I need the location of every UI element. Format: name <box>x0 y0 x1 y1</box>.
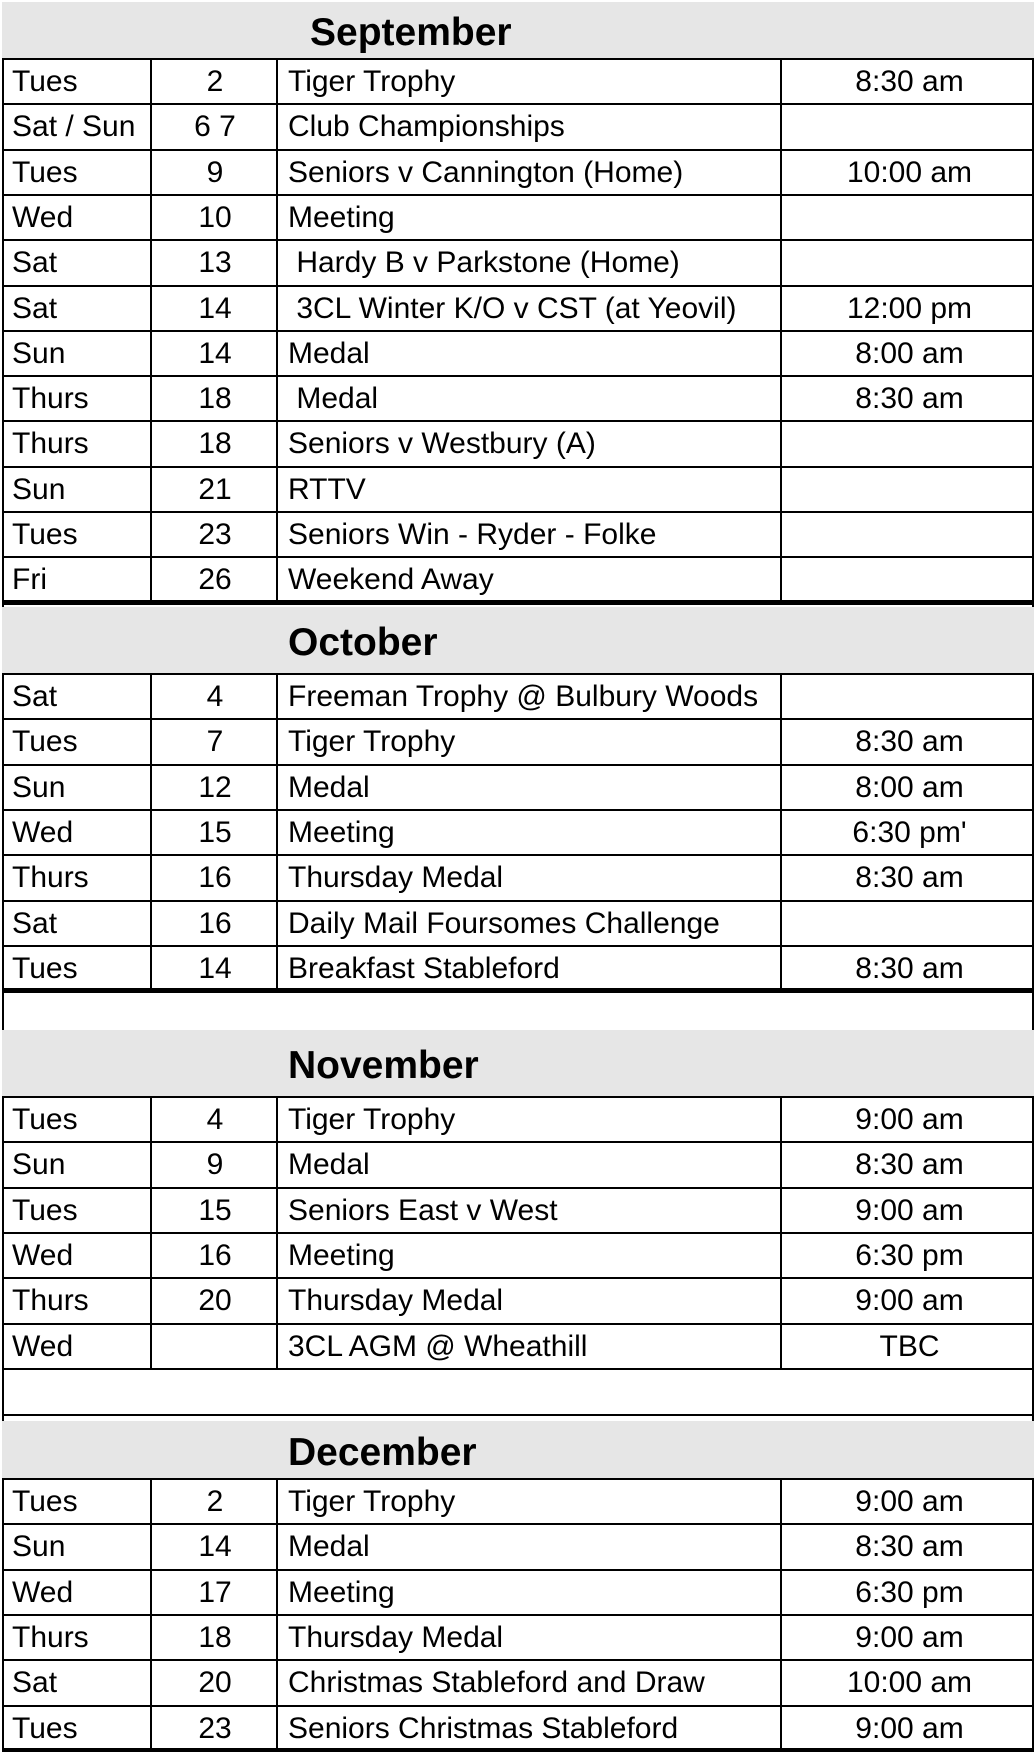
column-divider <box>150 59 152 603</box>
event-name: Christmas Stableford and Draw <box>288 1666 705 1700</box>
event-date: 10 <box>198 200 232 234</box>
event-name: 3CL AGM @ Wheathill <box>288 1329 588 1363</box>
event-date: 16 <box>198 861 232 895</box>
event-date: 23 <box>198 1711 232 1745</box>
event-day: Thurs <box>12 1620 89 1654</box>
event-time: 8:00 am <box>855 770 964 804</box>
event-date: 20 <box>198 1666 232 1700</box>
event-time: 8:00 am <box>855 336 964 370</box>
event-row <box>2 1233 1034 1278</box>
column-divider <box>780 59 782 603</box>
event-name: Meeting <box>288 200 395 234</box>
event-day: Sat / Sun <box>12 110 136 144</box>
event-date: 2 <box>206 1485 224 1518</box>
event-day: Tues <box>12 1193 78 1227</box>
event-time: 9:00 am <box>855 1620 964 1654</box>
event-time: 9:00 am <box>855 1103 964 1136</box>
event-row <box>2 331 1034 376</box>
event-row <box>2 376 1034 421</box>
month-header <box>2 607 1034 674</box>
event-row <box>2 810 1034 855</box>
event-day: Wed <box>12 200 74 234</box>
event-date: 2 <box>206 65 224 98</box>
month-title: September <box>310 11 512 54</box>
event-row <box>2 674 1034 719</box>
month-title: December <box>288 1431 477 1474</box>
event-date: 18 <box>198 427 232 461</box>
event-day: Thurs <box>12 861 89 895</box>
event-time: 6:30 pm' <box>852 815 967 849</box>
event-time: 10:00 am <box>846 155 973 189</box>
event-time: 9:00 am <box>855 1485 964 1518</box>
event-date: 4 <box>206 1103 224 1136</box>
event-row <box>2 1524 1034 1569</box>
event-name: Tiger Trophy <box>288 1103 456 1136</box>
event-date: 18 <box>198 1620 232 1654</box>
event-row <box>2 946 1034 991</box>
event-day: Thurs <box>12 427 89 461</box>
event-row <box>2 1324 1034 1369</box>
event-time: 9:00 am <box>855 1711 964 1745</box>
month-header <box>2 2 1034 59</box>
row-divider <box>2 1750 1034 1752</box>
event-day: Sun <box>12 1148 66 1182</box>
event-row <box>2 59 1034 104</box>
event-date: 26 <box>198 563 232 597</box>
event-row <box>2 150 1034 195</box>
row-divider <box>2 1414 1034 1416</box>
event-row <box>2 512 1034 557</box>
event-name: Thursday Medal <box>288 861 504 895</box>
event-name: Tiger Trophy <box>288 65 456 98</box>
event-name: Seniors v Westbury (A) <box>288 427 596 461</box>
event-date: 13 <box>198 246 232 280</box>
event-day: Tues <box>12 155 78 189</box>
event-time: 8:30 am <box>855 725 964 759</box>
event-time: 8:30 am <box>855 1530 964 1564</box>
event-day: Wed <box>12 1238 74 1272</box>
event-day: Wed <box>12 815 74 849</box>
event-name: 3CL Winter K/O v CST (at Yeovil) <box>288 291 737 325</box>
event-date: 7 <box>206 725 224 759</box>
event-time: 9:00 am <box>855 1193 964 1227</box>
event-row <box>2 467 1034 512</box>
event-name: Seniors v Cannington (Home) <box>288 155 684 189</box>
event-name: Medal <box>288 1530 370 1564</box>
event-date: 16 <box>198 906 232 940</box>
month-header <box>2 1421 1034 1479</box>
event-row <box>2 557 1034 602</box>
event-date: 17 <box>198 1575 232 1609</box>
column-divider <box>150 1097 152 1369</box>
event-day: Sun <box>12 472 66 506</box>
event-name: Daily Mail Foursomes Challenge <box>288 906 720 940</box>
event-day: Tues <box>12 65 78 98</box>
event-date: 21 <box>198 472 232 506</box>
month-divider <box>2 600 1034 605</box>
event-row <box>2 1188 1034 1233</box>
event-name: Medal <box>288 382 379 416</box>
event-row <box>2 1706 1034 1751</box>
event-day: Wed <box>12 1575 74 1609</box>
column-divider <box>780 674 782 991</box>
event-day: Tues <box>12 951 78 985</box>
event-day: Fri <box>12 563 47 597</box>
event-date: 16 <box>198 1238 232 1272</box>
event-name: Tiger Trophy <box>288 1485 456 1518</box>
event-row <box>2 421 1034 466</box>
event-day: Tues <box>12 725 78 759</box>
event-date: 15 <box>198 1193 232 1227</box>
event-row <box>2 1278 1034 1323</box>
event-time: 9:00 am <box>855 1284 964 1318</box>
event-date: 20 <box>198 1284 232 1318</box>
event-date: 14 <box>198 291 232 325</box>
event-day: Sat <box>12 680 58 713</box>
month-header <box>2 1030 1034 1097</box>
event-name: Medal <box>288 770 370 804</box>
event-name: Meeting <box>288 1575 395 1609</box>
event-name: Medal <box>288 1148 370 1182</box>
event-day: Sat <box>12 906 58 940</box>
event-row <box>2 719 1034 764</box>
column-divider <box>150 674 152 991</box>
event-row <box>2 1660 1034 1705</box>
event-row <box>2 901 1034 946</box>
column-divider <box>276 1479 278 1751</box>
event-row <box>2 1570 1034 1615</box>
event-row <box>2 855 1034 900</box>
event-date: 4 <box>206 680 224 713</box>
event-day: Tues <box>12 1103 78 1136</box>
event-name: Freeman Trophy @ Bulbury Woods <box>288 680 759 713</box>
event-date: 12 <box>198 770 232 804</box>
column-divider <box>276 1097 278 1369</box>
event-name: Thursday Medal <box>288 1620 504 1654</box>
column-divider <box>276 59 278 603</box>
event-row <box>2 1142 1034 1187</box>
event-row <box>2 1479 1034 1524</box>
event-time: 12:00 pm <box>846 291 973 325</box>
event-name: Breakfast Stableford <box>288 951 560 985</box>
month-divider <box>2 988 1034 993</box>
event-date: 14 <box>198 336 232 370</box>
event-date: 14 <box>198 1530 232 1564</box>
event-row <box>2 1615 1034 1660</box>
event-date: 18 <box>198 382 232 416</box>
event-time: TBC <box>879 1329 940 1363</box>
row-divider <box>2 1368 1034 1370</box>
event-date: 6 7 <box>194 110 236 144</box>
month-title: October <box>288 621 438 664</box>
event-day: Sat <box>12 246 58 280</box>
event-name: Weekend Away <box>288 563 494 597</box>
event-time: 6:30 pm <box>855 1238 964 1272</box>
event-time: 8:30 am <box>855 65 964 98</box>
event-day: Sat <box>12 291 58 325</box>
event-time: 8:30 am <box>855 951 964 985</box>
event-day: Tues <box>12 1485 78 1518</box>
event-row <box>2 1097 1034 1142</box>
event-row <box>2 104 1034 149</box>
event-row <box>2 765 1034 810</box>
events-schedule-table <box>2 2 1034 1750</box>
event-name: Hardy B v Parkstone (Home) <box>288 246 680 280</box>
column-divider <box>276 674 278 991</box>
event-time: 8:30 am <box>855 382 964 416</box>
event-name: Seniors Win - Ryder - Folke <box>288 518 657 551</box>
event-name: Medal <box>288 336 370 370</box>
event-name: Seniors East v West <box>288 1193 558 1227</box>
event-date: 9 <box>206 155 224 189</box>
event-day: Sun <box>12 336 66 370</box>
event-name: RTTV <box>288 472 366 506</box>
event-day: Sat <box>12 1666 58 1700</box>
event-date: 14 <box>198 951 232 985</box>
event-row <box>2 286 1034 331</box>
event-day: Sun <box>12 770 66 804</box>
event-date: 15 <box>198 815 232 849</box>
event-name: Tiger Trophy <box>288 725 456 759</box>
event-date: 9 <box>206 1148 224 1182</box>
event-name: Thursday Medal <box>288 1284 504 1318</box>
event-row <box>2 195 1034 240</box>
column-divider <box>780 1097 782 1369</box>
event-name: Seniors Christmas Stableford <box>288 1711 679 1745</box>
event-day: Wed <box>12 1329 74 1363</box>
event-day: Sun <box>12 1530 66 1564</box>
event-row <box>2 240 1034 285</box>
event-name: Club Championships <box>288 110 565 144</box>
column-divider <box>780 1479 782 1751</box>
event-time: 8:30 am <box>855 861 964 895</box>
event-day: Tues <box>12 518 78 551</box>
event-name: Meeting <box>288 815 395 849</box>
event-date: 23 <box>198 518 232 551</box>
event-day: Thurs <box>12 382 89 416</box>
event-name: Meeting <box>288 1238 395 1272</box>
column-divider <box>150 1479 152 1751</box>
event-time: 8:30 am <box>855 1148 964 1182</box>
month-title: November <box>288 1044 479 1087</box>
event-time: 10:00 am <box>846 1666 973 1700</box>
event-day: Thurs <box>12 1284 89 1318</box>
event-day: Tues <box>12 1711 78 1745</box>
event-time: 6:30 pm <box>855 1575 964 1609</box>
